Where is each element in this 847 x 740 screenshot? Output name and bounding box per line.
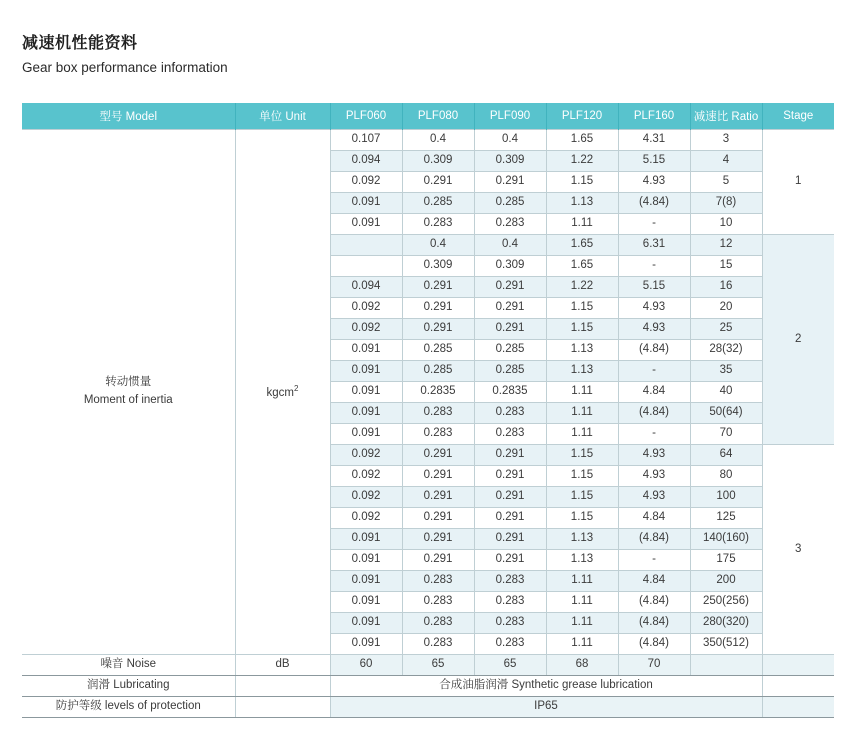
ratio-cell: 35 bbox=[690, 361, 762, 382]
value-cell: 0.091 bbox=[330, 193, 402, 214]
protection-label-cell: 防护等级 levels of protection bbox=[22, 697, 235, 718]
value-cell: 0.092 bbox=[330, 319, 402, 340]
value-cell: - bbox=[618, 214, 690, 235]
stage-cell: 3 bbox=[762, 445, 834, 655]
lubricating-stage-cell bbox=[762, 676, 834, 697]
value-cell: (4.84) bbox=[618, 193, 690, 214]
page-header bbox=[22, 30, 228, 75]
noise-value-cell: 70 bbox=[618, 655, 690, 676]
value-cell: 0.291 bbox=[402, 487, 474, 508]
ratio-cell: 250(256) bbox=[690, 592, 762, 613]
value-cell: - bbox=[618, 361, 690, 382]
value-cell: 0.283 bbox=[402, 424, 474, 445]
value-cell: 1.11 bbox=[546, 403, 618, 424]
value-cell: 0.291 bbox=[474, 172, 546, 193]
value-cell: 0.309 bbox=[474, 151, 546, 172]
value-cell: 0.283 bbox=[474, 592, 546, 613]
value-cell: 0.092 bbox=[330, 487, 402, 508]
value-cell: 0.283 bbox=[402, 403, 474, 424]
value-cell: 0.094 bbox=[330, 151, 402, 172]
value-cell: 0.091 bbox=[330, 571, 402, 592]
value-cell: 4.93 bbox=[618, 466, 690, 487]
performance-table bbox=[22, 103, 834, 718]
value-cell: 0.4 bbox=[474, 130, 546, 151]
protection-unit-cell bbox=[235, 697, 330, 718]
inertia-label-cell bbox=[22, 130, 235, 655]
value-cell: 0.091 bbox=[330, 403, 402, 424]
ratio-cell: 4 bbox=[690, 151, 762, 172]
value-cell: 0.309 bbox=[474, 256, 546, 277]
value-cell: 1.15 bbox=[546, 298, 618, 319]
value-cell: 1.11 bbox=[546, 592, 618, 613]
lubricating-value-cell: 合成油脂润滑 Synthetic grease lubrication bbox=[330, 676, 762, 697]
value-cell: 4.84 bbox=[618, 571, 690, 592]
ratio-cell: 64 bbox=[690, 445, 762, 466]
column-header: PLF080 bbox=[402, 103, 474, 130]
value-cell: 0.091 bbox=[330, 424, 402, 445]
value-cell: 0.291 bbox=[474, 508, 546, 529]
value-cell: 1.65 bbox=[546, 235, 618, 256]
noise-unit-cell: dB bbox=[235, 655, 330, 676]
ratio-cell: 15 bbox=[690, 256, 762, 277]
value-cell: (4.84) bbox=[618, 613, 690, 634]
column-header: Stage bbox=[762, 103, 834, 130]
ratio-cell: 80 bbox=[690, 466, 762, 487]
value-cell: 0.091 bbox=[330, 634, 402, 655]
value-cell: 0.291 bbox=[474, 319, 546, 340]
value-cell: 0.291 bbox=[402, 508, 474, 529]
value-cell: 1.13 bbox=[546, 193, 618, 214]
value-cell: 0.283 bbox=[474, 403, 546, 424]
value-cell: 0.291 bbox=[474, 487, 546, 508]
value-cell: 6.31 bbox=[618, 235, 690, 256]
value-cell: 4.93 bbox=[618, 487, 690, 508]
value-cell: 5.15 bbox=[618, 277, 690, 298]
value-cell: 5.15 bbox=[618, 151, 690, 172]
column-header: 单位 Unit bbox=[235, 103, 330, 130]
value-cell: 0.091 bbox=[330, 214, 402, 235]
value-cell: - bbox=[618, 550, 690, 571]
value-cell: 0.283 bbox=[402, 592, 474, 613]
ratio-cell: 10 bbox=[690, 214, 762, 235]
lubricating-unit-cell bbox=[235, 676, 330, 697]
value-cell: 0.291 bbox=[402, 172, 474, 193]
value-cell: 1.65 bbox=[546, 256, 618, 277]
ratio-cell: 7(8) bbox=[690, 193, 762, 214]
header-row bbox=[22, 103, 834, 130]
value-cell: 4.93 bbox=[618, 298, 690, 319]
value-cell: 0.283 bbox=[402, 214, 474, 235]
value-cell: 0.091 bbox=[330, 340, 402, 361]
table-body bbox=[22, 130, 834, 718]
ratio-cell: 20 bbox=[690, 298, 762, 319]
inertia-label bbox=[24, 374, 233, 410]
noise-label-cell: 噪音 Noise bbox=[22, 655, 235, 676]
value-cell: 0.2835 bbox=[402, 382, 474, 403]
value-cell: 0.283 bbox=[474, 424, 546, 445]
value-cell: 0.092 bbox=[330, 445, 402, 466]
noise-stage-cell bbox=[762, 655, 834, 676]
value-cell: 4.93 bbox=[618, 172, 690, 193]
column-header: PLF060 bbox=[330, 103, 402, 130]
data-row bbox=[22, 130, 834, 151]
value-cell: 0.4 bbox=[402, 235, 474, 256]
value-cell: 0.309 bbox=[402, 151, 474, 172]
value-cell: 0.091 bbox=[330, 529, 402, 550]
value-cell: (4.84) bbox=[618, 592, 690, 613]
value-cell: 0.107 bbox=[330, 130, 402, 151]
noise-value-cell: 60 bbox=[330, 655, 402, 676]
unit-superscript: 2 bbox=[294, 383, 299, 393]
column-header: PLF090 bbox=[474, 103, 546, 130]
ratio-cell: 5 bbox=[690, 172, 762, 193]
value-cell: 0.285 bbox=[402, 361, 474, 382]
value-cell: 1.65 bbox=[546, 130, 618, 151]
ratio-cell: 280(320) bbox=[690, 613, 762, 634]
ratio-cell: 12 bbox=[690, 235, 762, 256]
page-title-en: Gear box performance information bbox=[22, 60, 228, 75]
ratio-cell: 350(512) bbox=[690, 634, 762, 655]
value-cell: 0.285 bbox=[474, 340, 546, 361]
value-cell: - bbox=[618, 256, 690, 277]
ratio-cell: 28(32) bbox=[690, 340, 762, 361]
value-cell: 0.285 bbox=[402, 193, 474, 214]
table-head bbox=[22, 103, 834, 130]
value-cell: 4.31 bbox=[618, 130, 690, 151]
value-cell: 0.291 bbox=[474, 466, 546, 487]
value-cell: 1.15 bbox=[546, 172, 618, 193]
column-header: PLF160 bbox=[618, 103, 690, 130]
value-cell: 0.094 bbox=[330, 277, 402, 298]
protection-value-cell: IP65 bbox=[330, 697, 762, 718]
ratio-cell: 25 bbox=[690, 319, 762, 340]
value-cell: 0.291 bbox=[402, 466, 474, 487]
value-cell: 0.091 bbox=[330, 550, 402, 571]
value-cell: 1.11 bbox=[546, 634, 618, 655]
value-cell: 1.11 bbox=[546, 214, 618, 235]
inertia-label-zh: 转动惯量 bbox=[105, 376, 152, 389]
inertia-label-en: Moment of inertia bbox=[83, 394, 173, 406]
noise-value-cell: 65 bbox=[474, 655, 546, 676]
value-cell: 4.84 bbox=[618, 382, 690, 403]
value-cell: 0.291 bbox=[474, 550, 546, 571]
value-cell: 0.285 bbox=[402, 340, 474, 361]
ratio-cell: 3 bbox=[690, 130, 762, 151]
value-cell: 0.291 bbox=[402, 319, 474, 340]
value-cell: 0.283 bbox=[402, 613, 474, 634]
value-cell: 1.11 bbox=[546, 571, 618, 592]
value-cell: 1.15 bbox=[546, 319, 618, 340]
ratio-cell: 70 bbox=[690, 424, 762, 445]
value-cell: 0.291 bbox=[474, 298, 546, 319]
value-cell: 0.091 bbox=[330, 592, 402, 613]
inertia-unit-cell: kgcm$^2$ bbox=[235, 130, 330, 655]
value-cell: 1.13 bbox=[546, 340, 618, 361]
value-cell: 0.291 bbox=[474, 445, 546, 466]
column-header: 型号 Model bbox=[22, 103, 235, 130]
stage-cell: 1 bbox=[762, 130, 834, 235]
stage-cell: 2 bbox=[762, 235, 834, 445]
noise-row bbox=[22, 655, 834, 676]
value-cell bbox=[330, 235, 402, 256]
ratio-cell: 100 bbox=[690, 487, 762, 508]
lubricating-row bbox=[22, 676, 834, 697]
page-title-zh: 减速机性能资料 bbox=[22, 35, 138, 52]
value-cell: 1.22 bbox=[546, 151, 618, 172]
value-cell: 4.93 bbox=[618, 319, 690, 340]
value-cell: 1.15 bbox=[546, 445, 618, 466]
value-cell: 0.291 bbox=[474, 529, 546, 550]
ratio-cell: 125 bbox=[690, 508, 762, 529]
value-cell: - bbox=[618, 424, 690, 445]
value-cell: 1.13 bbox=[546, 550, 618, 571]
value-cell: 0.092 bbox=[330, 508, 402, 529]
value-cell: 0.291 bbox=[402, 529, 474, 550]
value-cell: 0.091 bbox=[330, 613, 402, 634]
ratio-cell: 16 bbox=[690, 277, 762, 298]
column-header: 减速比 Ratio bbox=[690, 103, 762, 130]
value-cell: 0.092 bbox=[330, 466, 402, 487]
value-cell: (4.84) bbox=[618, 529, 690, 550]
value-cell: 0.291 bbox=[402, 298, 474, 319]
ratio-cell: 140(160) bbox=[690, 529, 762, 550]
value-cell: 0.291 bbox=[402, 445, 474, 466]
protection-row bbox=[22, 697, 834, 718]
value-cell: 0.091 bbox=[330, 382, 402, 403]
value-cell: 0.283 bbox=[402, 634, 474, 655]
value-cell: 0.309 bbox=[402, 256, 474, 277]
value-cell: 0.2835 bbox=[474, 382, 546, 403]
value-cell: 0.283 bbox=[474, 571, 546, 592]
column-header: PLF120 bbox=[546, 103, 618, 130]
value-cell: 0.285 bbox=[474, 361, 546, 382]
value-cell: 1.22 bbox=[546, 277, 618, 298]
value-cell: 1.13 bbox=[546, 361, 618, 382]
value-cell: 0.291 bbox=[402, 277, 474, 298]
value-cell: 0.092 bbox=[330, 298, 402, 319]
value-cell: 1.15 bbox=[546, 466, 618, 487]
protection-stage-cell bbox=[762, 697, 834, 718]
ratio-cell: 200 bbox=[690, 571, 762, 592]
value-cell: 1.15 bbox=[546, 508, 618, 529]
value-cell: 1.13 bbox=[546, 529, 618, 550]
value-cell: 0.4 bbox=[402, 130, 474, 151]
value-cell: (4.84) bbox=[618, 340, 690, 361]
noise-ratio-cell bbox=[690, 655, 762, 676]
value-cell: 0.285 bbox=[474, 193, 546, 214]
value-cell: 0.291 bbox=[402, 550, 474, 571]
ratio-cell: 40 bbox=[690, 382, 762, 403]
value-cell: 0.092 bbox=[330, 172, 402, 193]
value-cell: 4.93 bbox=[618, 445, 690, 466]
noise-value-cell: 68 bbox=[546, 655, 618, 676]
value-cell: 4.84 bbox=[618, 508, 690, 529]
value-cell: 1.11 bbox=[546, 382, 618, 403]
value-cell: (4.84) bbox=[618, 403, 690, 424]
lubricating-label-cell: 润滑 Lubricating bbox=[22, 676, 235, 697]
value-cell: 0.283 bbox=[402, 571, 474, 592]
noise-value-cell: 65 bbox=[402, 655, 474, 676]
ratio-cell: 50(64) bbox=[690, 403, 762, 424]
value-cell: 1.11 bbox=[546, 613, 618, 634]
value-cell: (4.84) bbox=[618, 634, 690, 655]
value-cell: 0.091 bbox=[330, 361, 402, 382]
value-cell: 1.15 bbox=[546, 487, 618, 508]
value-cell: 0.4 bbox=[474, 235, 546, 256]
value-cell: 0.283 bbox=[474, 634, 546, 655]
value-cell: 0.291 bbox=[474, 277, 546, 298]
ratio-cell: 175 bbox=[690, 550, 762, 571]
value-cell: 0.283 bbox=[474, 613, 546, 634]
value-cell: 0.283 bbox=[474, 214, 546, 235]
value-cell bbox=[330, 256, 402, 277]
value-cell: 1.11 bbox=[546, 424, 618, 445]
